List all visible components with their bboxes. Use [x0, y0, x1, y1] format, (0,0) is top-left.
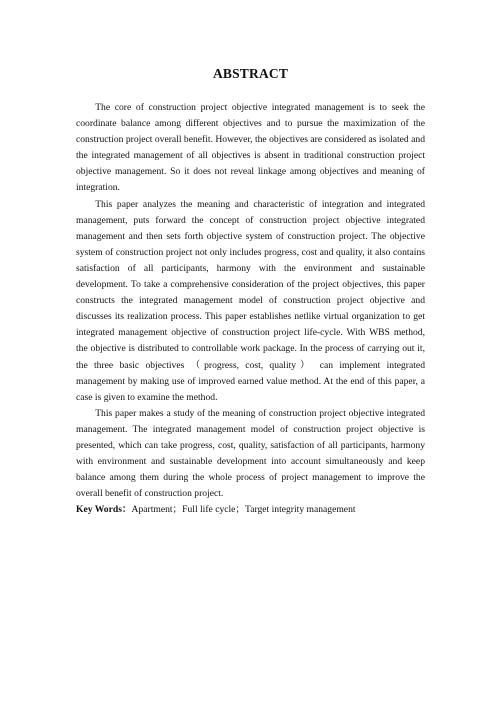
abstract-body: [76, 100, 425, 518]
abstract-title: ABSTRACT: [212, 66, 289, 81]
keywords-line: [76, 502, 425, 518]
keywords-label: Key Words：: [76, 504, 132, 516]
keywords-text: Apartment；Full life cycle；Target integrity management: [131, 504, 356, 516]
abstract-paragraph-3: This paper makes a study of the meaning of construction project objective integrated management. The integrated management model of construction project objective is presented, which can take progress, cost, quality, satisfaction of all participants, harmony with environment and sustainable development into account simultaneously and keep balance among them during the whole process of project management to improve the overall benefit of construction project.: [76, 407, 425, 500]
abstract-paragraph-2: This paper analyzes the meaning and characteristic of integration and integrated management, puts forward the concept of construction project objective integrated management and then sets forth objective system of construction project. The objective system of construction project not only includes progress, cost and quality, it also contains satisfaction of all participants, harmony with the environment and sustainable development. To take a comprehensive consideration of the project objectives, this paper constructs the integrated management model of construction project objective and discusses its realization process. This paper establishes netlike virtual organization to get integrated management objective of construction project life-cycle. With WBS method, the objective is distributed to controllable work package. In the process of carrying out it, the three basic objectives （progress, cost, quality） can implement integrated management by making use of improved earned value method. At the end of this paper, a case is given to examine the method.: [76, 198, 425, 403]
abstract-paragraph-1: The core of construction project objective integrated management is to seek the coordinate balance among different objectives and to pursue the maximization of the construction project overall benefit. However, the objectives are considered as isolated and the integrated management of all objectives is absent in traditional construction project objective management. So it does not reveal linkage among objectives and meaning of integration.: [76, 102, 425, 194]
